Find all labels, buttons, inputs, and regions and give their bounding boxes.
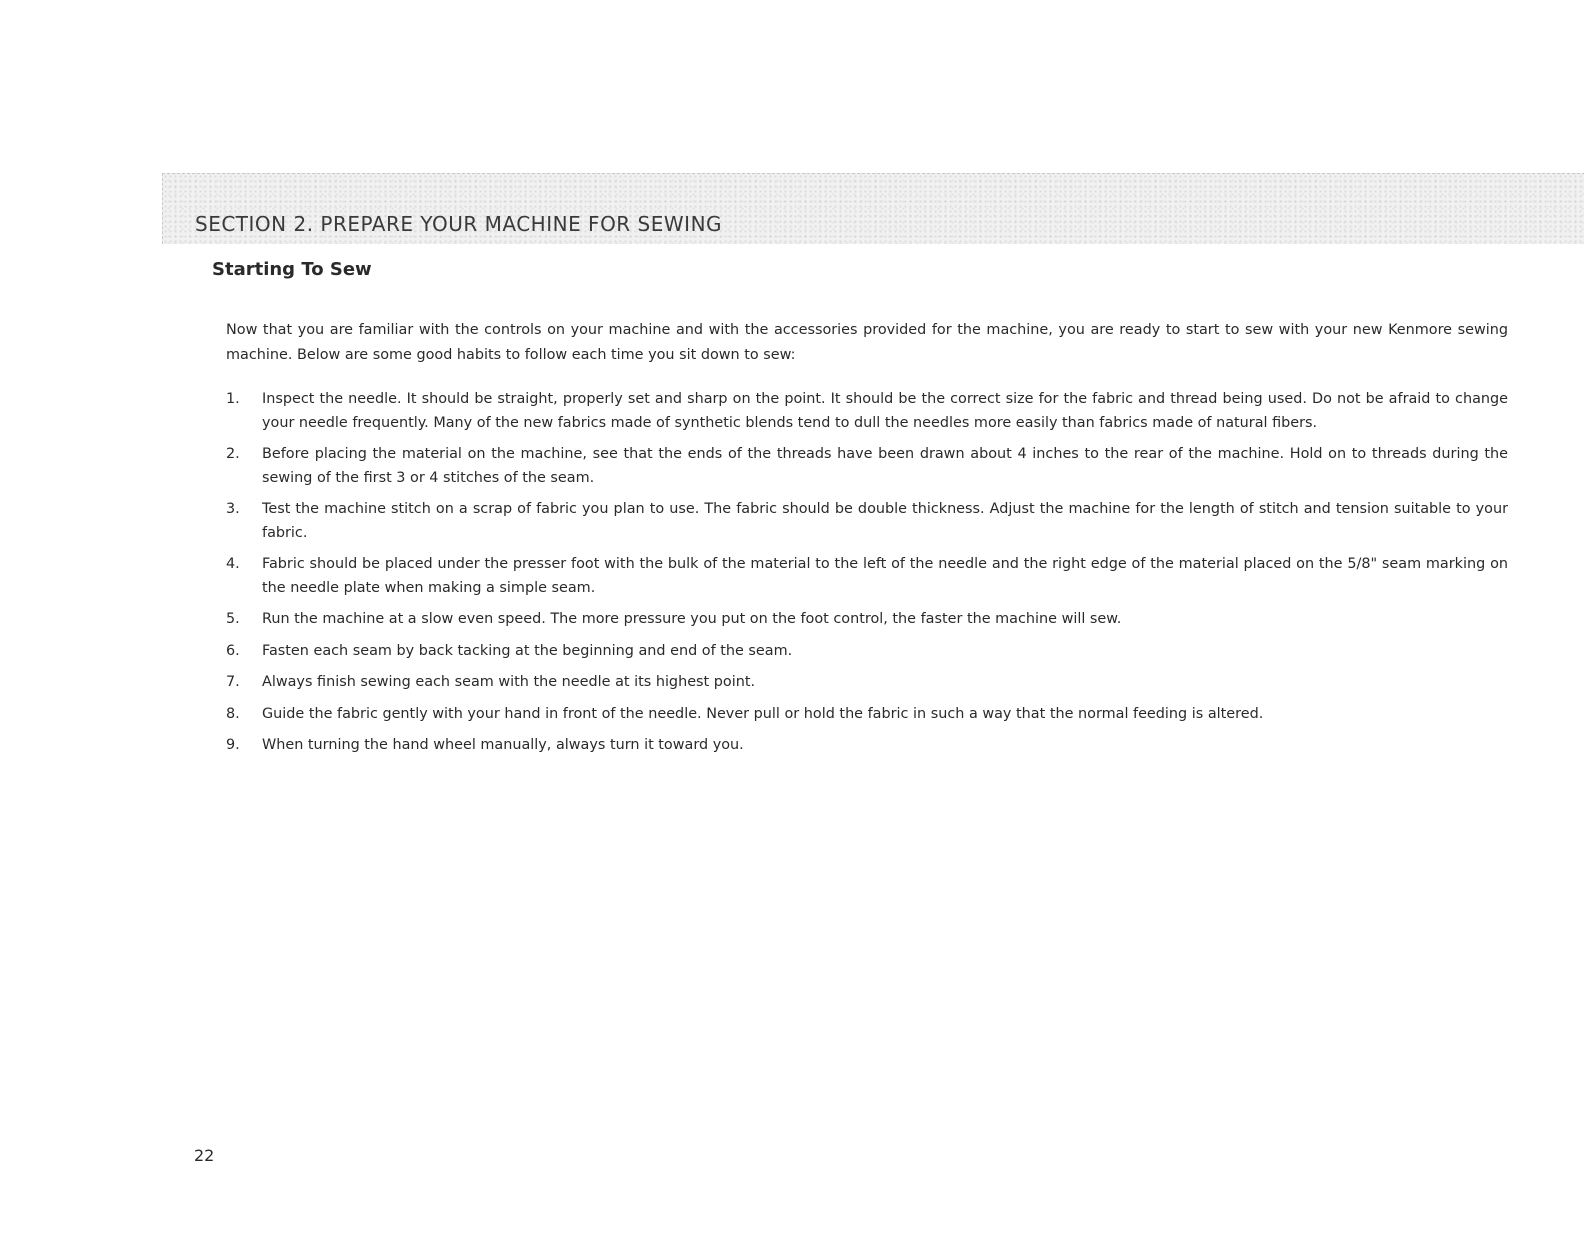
list-item [226,443,1508,490]
step-number: 2. [226,446,240,462]
step-text: Run the machine at a slow even speed. The more pressure you put on the foot control, the faster the machine will sew. [262,611,1122,627]
step-text: Always finish sewing each seam with the needle at its highest point. [262,674,756,690]
step-number: 7. [226,674,240,690]
step-number: 1. [226,391,240,407]
step-text: Guide the fabric gently with your hand in front of the needle. Never pull or hold the fabric in such a way that the normal feeding is altered. [262,705,1264,722]
list-item [226,608,1508,632]
step-number: 5. [226,611,240,627]
steps-list [226,388,1508,766]
intro-paragraph: Now that you are familiar with the controls on your machine and with the accessories provided for the machine, you are ready to start to sew with your new Kenmore sewing machine. Below are some good habits to follow each time you sit down to sew: [226,322,1508,363]
page-number: 22 [194,1146,215,1165]
subheading: Starting To Sew [212,259,372,280]
step-text: Fasten each seam by back tacking at the beginning and end of the seam. [262,642,793,659]
step-text: Inspect the needle. It should be straight, properly set and sharp on the point. It should be the correct size for the fabric and thread being used. Do not be afraid to change your needle frequently. Many of the new fabrics made of synthetic blends tend to dull the needles more easily than fabrics made of natural fibers. [262,391,1508,431]
step-text: Before placing the material on the machine, see that the ends of the threads have been drawn about 4 inches to the rear of the machine. Hold on to threads during the sewing of the first 3 or 4 stitches of the seam. [262,446,1508,486]
list-item [226,553,1508,600]
step-number: 4. [226,556,240,572]
list-item [226,703,1508,727]
step-number: 8. [226,705,240,722]
list-item [226,498,1508,545]
list-item [226,734,1508,758]
step-text: Test the machine stitch on a scrap of fabric you plan to use. The fabric should be double thickness. Adjust the machine for the length of stitch and tension suitable to your fabric. [262,501,1508,541]
section-title: SECTION 2. PREPARE YOUR MACHINE FOR SEWING [195,212,723,236]
section-header-band [162,173,1584,244]
step-number: 6. [226,642,240,659]
step-number: 9. [226,737,240,753]
list-item [226,640,1508,664]
step-text: Fabric should be placed under the presser foot with the bulk of the material to the left of the needle and the right edge of the material placed on the 5/8" seam marking on the needle plate when making a simple seam. [262,556,1508,596]
step-text: When turning the hand wheel manually, always turn it toward you. [262,737,744,753]
step-number: 3. [226,501,240,517]
list-item [226,388,1508,435]
list-item [226,671,1508,695]
